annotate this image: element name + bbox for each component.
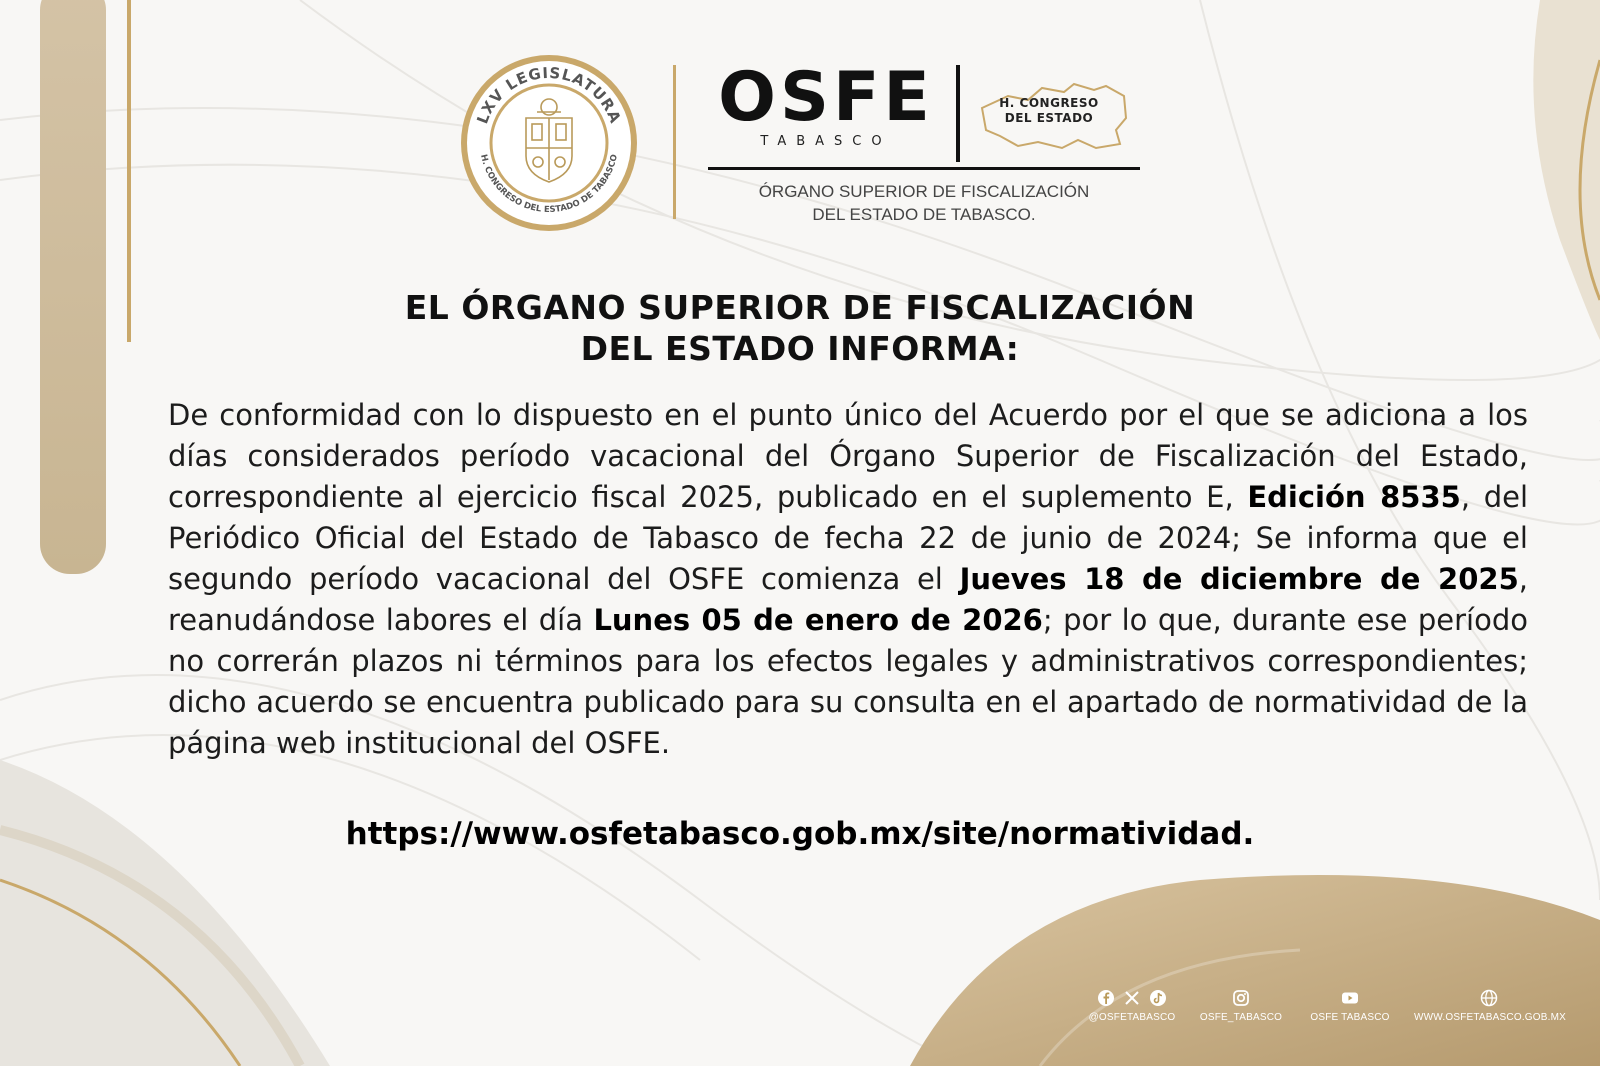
notice-heading <box>200 287 1400 369</box>
globe-icon[interactable] <box>1480 989 1498 1007</box>
edition-number: Edición 8535 <box>1247 480 1461 514</box>
social-label-2: OSFE_TABASCO <box>1199 1012 1283 1023</box>
osfe-logo <box>708 60 944 149</box>
social-label-3: OSFE TABASCO <box>1310 1012 1390 1023</box>
organo-title <box>708 180 1140 226</box>
tiktok-icon[interactable] <box>1149 989 1167 1007</box>
start-date: Jueves 18 de diciembre de 2025 <box>959 562 1519 596</box>
organo-line2: DEL ESTADO DE TABASCO. <box>812 205 1036 224</box>
body-part1: De conformidad con lo dispuesto en el punto único del Acuerdo por el que se adiciona a los días considerados período vacacional del Órgano Superior de Fiscalización del Estado, correspondiente al ejercicio fiscal 2025, publicado en el suplemento E, <box>168 398 1528 514</box>
x-icon[interactable] <box>1123 989 1141 1007</box>
social-website[interactable] <box>1414 988 1564 1023</box>
body-part3: , reanudándose labores el día <box>168 562 1528 637</box>
svg-text:LXV LEGISLATURA: LXV LEGISLATURA <box>473 63 625 127</box>
logo-underline <box>708 167 1140 170</box>
header-divider <box>673 65 676 219</box>
instagram-icon[interactable] <box>1232 989 1250 1007</box>
resume-date: Lunes 05 de enero de 2026 <box>593 603 1043 637</box>
svg-text:H. CONGRESO DEL ESTADO DE TABA: H. CONGRESO DEL ESTADO DE TABASCO <box>478 153 620 216</box>
social-facebook-x-tiktok[interactable] <box>1082 988 1182 1023</box>
congreso-line1: H. CONGRESO <box>999 96 1099 110</box>
congreso-line2: DEL ESTADO <box>1004 111 1094 125</box>
legislatura-seal <box>458 52 640 234</box>
normatividad-link[interactable]: https://www.osfetabasco.gob.mx/site/normatividad. <box>345 816 1255 852</box>
heading-line1: EL ÓRGANO SUPERIOR DE FISCALIZACIÓN <box>404 288 1196 327</box>
logo-word: OSFE <box>718 58 934 137</box>
youtube-icon[interactable] <box>1341 989 1359 1007</box>
logo-divider <box>956 65 960 162</box>
organo-line1: ÓRGANO SUPERIOR DE FISCALIZACIÓN <box>758 182 1090 201</box>
social-youtube[interactable] <box>1305 988 1395 1023</box>
social-label-4: WWW.OSFETABASCO.GOB.MX <box>1414 1012 1566 1023</box>
body-part4: ; por lo que, durante ese período no correrán plazos ni términos para los efectos legales y administrativos correspondientes; dicho acuerdo se encuentra publicado para su consulta en el apartado de normatividad de la página web institucional del OSFE. <box>168 603 1529 760</box>
facebook-icon[interactable] <box>1097 989 1115 1007</box>
social-instagram[interactable] <box>1196 988 1286 1023</box>
notice-body <box>168 395 1528 764</box>
congreso-logo <box>978 78 1132 154</box>
logo-sub: TABASCO <box>760 134 892 149</box>
heading-line2: DEL ESTADO INFORMA: <box>580 329 1020 368</box>
social-label-1: @OSFETABASCO <box>1088 1012 1176 1023</box>
body-part2: , del Periódico Oficial del Estado de Tabasco de fecha 22 de junio de 2024; Se informa que el segundo período vacacional del OSFE comienza el <box>168 480 1528 596</box>
